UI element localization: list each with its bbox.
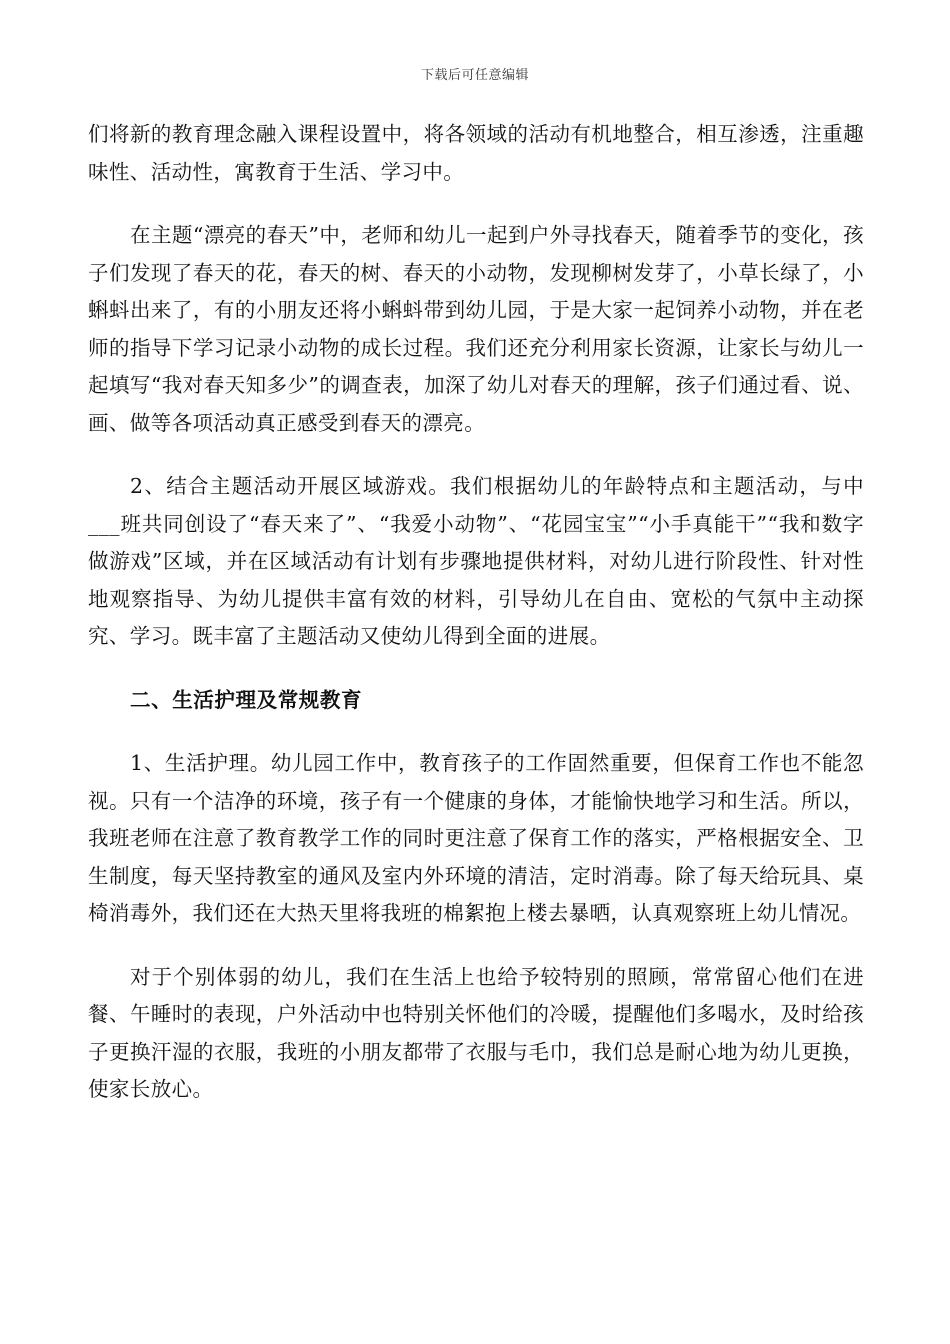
paragraph-life-care: 1、生活护理。幼儿园工作中，教育孩子的工作固然重要，但保育工作也不能忽视。只有一个洁净的环境，孩子有一个健康的身体，才能愉快地学习和生活。所以，我班老师在注意了教育教学工作的同时更注意了保育工作的落实，严格根据安全、卫生制度，每天坚持教室的通风及室内外环境的清洁，定时消毒。除了每天给玩具、桌椅消毒外，我们还在大热天里将我班的棉絮抱上楼去暴晒，认真观察班上幼儿情况。 [88,751,864,925]
section-heading: 二、生活护理及常规教育 [130,687,363,712]
paragraph-weak-children: 对于个别体弱的幼儿，我们在生活上也给予较特别的照顾，常常留心他们在进餐、午睡时的表现，户外活动中也特别关怀他们的冷暖，提醒他们多喝水，及时给孩子更换汗湿的衣服，我班的小朋友都带了衣服与毛巾，我们总是耐心地为幼儿更换，使家长放心。 [88,964,864,1101]
paragraph-gap [88,442,864,468]
paragraph-gap [88,191,864,217]
paragraph-continuation: 们将新的教育理念融入课程设置中，将各领域的活动有机地整合，相互渗透，注重趣味性、活动性，寓教育于生活、学习中。 [88,122,864,184]
paragraph-gap [88,656,864,682]
paragraph-gap [88,719,864,745]
header-note: 下载后可任意编辑 [420,68,529,83]
paragraph-gap [88,933,864,959]
paragraph-area-games: 2、结合主题活动开展区域游戏。我们根据幼儿的年龄特点和主题活动，与中___班共同创设了“春天来了”、“我爱小动物”、“花园宝宝”“小手真能干”“我和数字做游戏”区域，并在区域活动有计划有步骤地提供材料，对幼儿进行阶段性、针对性地观察指导、为幼儿提供丰富有效的材料，引导幼儿在自由、宽松的气氛中主动探究、学习。既丰富了主题活动又使幼儿得到全面的进展。 [88,474,864,648]
paragraph-spring-theme: 在主题“漂亮的春天”中，老师和幼儿一起到户外寻找春天，随着季节的变化，孩子们发现了春天的花，春天的树、春天的小动物，发现柳树发芽了，小草长绿了，小蝌蚪出来了，有的小朋友还将小蝌蚪带到幼儿园，于是大家一起饲养小动物，并在老师的指导下学习记录小动物的成长过程。我们还充分利用家长资源，让家长与幼儿一起填写“我对春天知多少”的调查表，加深了幼儿对春天的理解，孩子们通过看、说、画、做等各项活动真正感受到春天的漂亮。 [88,223,864,435]
document-body [88,116,864,1109]
